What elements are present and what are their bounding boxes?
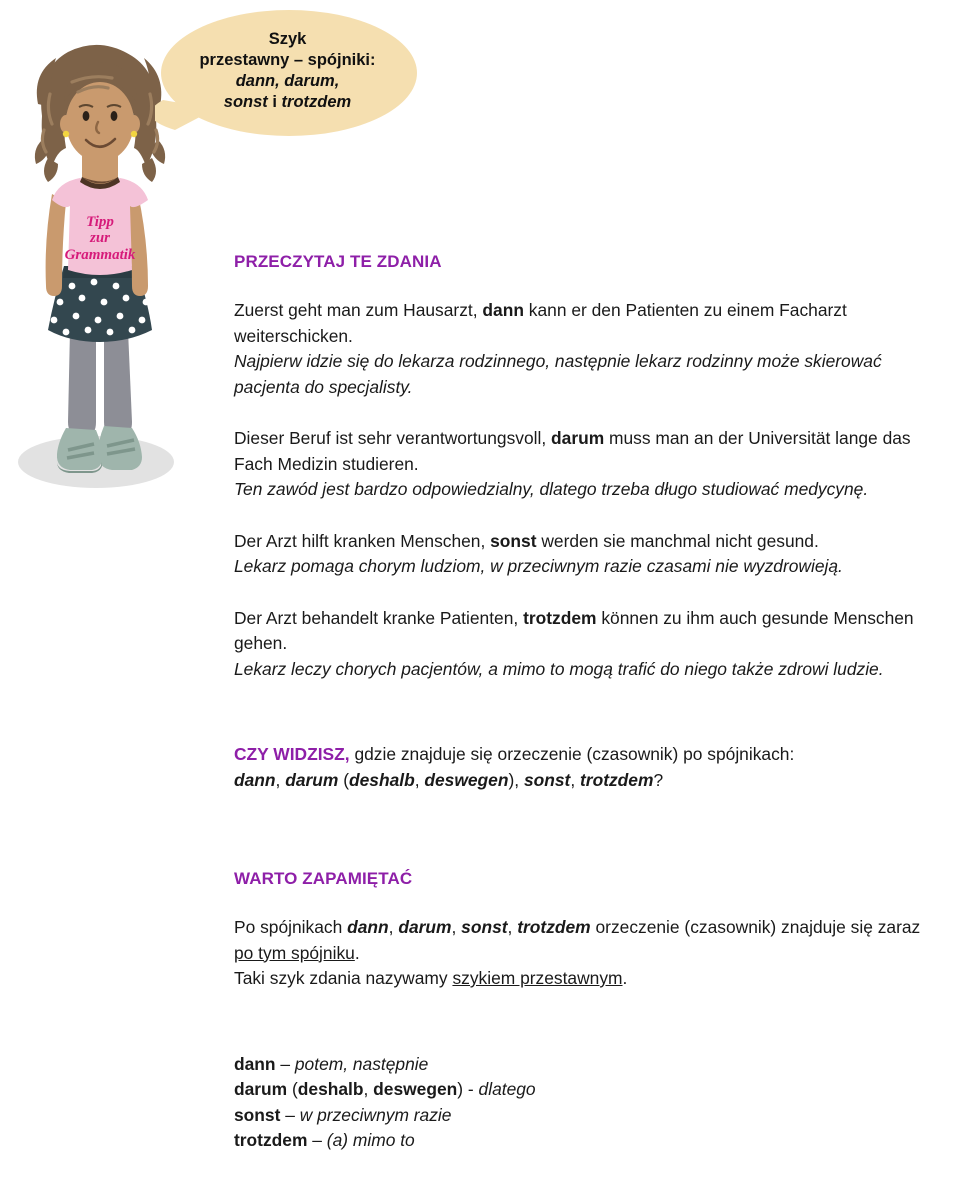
example-block-2 [234,426,940,503]
glossary-dash-3: – [280,1104,300,1125]
example-3-de-before: Der Arzt hilft kranken Menschen, [234,530,491,551]
rule-sep-2: , [451,917,462,937]
question-sep-3: , [570,769,581,790]
glossary [234,1052,940,1154]
bubble-conj-sonst: sonst [223,93,268,111]
example-block-1 [234,298,940,400]
rule-p1-end: . [354,942,360,963]
glossary-dash-4: – [307,1130,327,1150]
glossary-term-sonst: sonst [234,1104,281,1125]
example-4-de-after: können zu ihm auch gesunde Menschen gehen. [234,607,914,653]
example-block-4 [234,606,940,683]
example-2-polish: Ten zawód jest bardzo odpowiedzialny, dlatego trzeba długo studiować medycynę. [234,479,869,499]
bubble-line-3: dann, darum, [235,72,340,90]
question-conj-3: deshalb [349,769,415,790]
shirt-text-line2: zur [89,230,111,246]
example-4-german [234,608,914,654]
legs [68,330,132,436]
rule-underline-1: po tym spójniku [234,942,355,963]
earring-right [131,131,137,137]
rule-conj-3: sonst [461,917,508,937]
glossary-gloss-trotzdem: (a) mimo to [326,1130,415,1150]
question-lead: CZY WIDZISZ, [234,744,350,764]
question-mark: ? [653,769,664,790]
question-conj-5: sonst [523,769,571,790]
rule-sep-1: , [388,917,399,937]
glossary-row-3 [234,1103,940,1129]
example-2-de-before: Dieser Beruf ist sehr verantwortungsvoll, [234,428,552,448]
example-2-conjunction: darum [551,428,605,448]
glossary-paren-open: ( [287,1079,298,1099]
question-sep-1: , [275,769,286,790]
glossary-gloss-dann: potem, następnie [294,1053,429,1074]
speech-bubble [155,5,420,145]
bubble-line-1: Szyk [268,30,307,48]
glossary-sep: , [363,1079,374,1099]
example-3-german [234,531,819,551]
eye-right [111,111,118,121]
question-conj-1: dann [234,769,276,790]
rule-sep-3: , [507,917,518,937]
earring-left [63,131,69,137]
heading-warto-zapamietac: WARTO ZAPAMIĘTAĆ [234,869,413,888]
rule-p1-a: Po spójnikach [234,917,348,937]
bubble-conj-joiner: i [267,93,282,111]
glossary-term-darum: darum [234,1079,288,1099]
bubble-line-4 [155,92,420,113]
shoes [57,426,142,473]
rule-p1-b: orzeczenie (czasownik) znajduje się zaraz [590,917,921,937]
example-2-de-after: muss man an der Universität lange das Fach Medizin studieren. [234,428,911,474]
rule-p2-end: . [622,968,628,988]
example-1-polish: Najpierw idzie się do lekarza rodzinnego, następnie lekarz rodzinny może skierować pacjenta do specjalisty. [234,351,882,397]
glossary-term-deshalb: deshalb [297,1079,364,1099]
heading-przeczytaj: PRZECZYTAJ TE ZDANIA [234,252,442,271]
question-conj-4: deswegen [424,769,509,790]
rule-conj-2: darum [398,917,452,937]
spacer-before-question [234,708,940,742]
example-block-3 [234,529,940,580]
glossary-row-2 [234,1077,940,1103]
spacer-before-remember [234,819,940,869]
question-paren-close: ), [508,769,524,790]
spacer-before-glossary [234,1018,940,1052]
ear-right [128,115,140,133]
example-3-de-after: werden sie manchmal nicht gesund. [536,530,819,551]
glossary-paren-close: ) [457,1079,464,1099]
glossary-dash-1: – [275,1053,295,1074]
rule-underline-2: szykiem przestawnym [452,968,623,988]
glossary-gloss-darum: dlatego [478,1079,536,1099]
worksheet-content [234,252,940,1154]
shirt-text-line1: Tipp [86,214,114,230]
glossary-row-4 [234,1128,940,1154]
rule-block [234,915,940,992]
question-conj-2: darum [285,769,339,790]
example-4-conjunction: trotzdem [523,607,597,628]
example-4-de-before: Der Arzt behandelt kranke Patienten, [234,607,524,628]
example-4-polish: Lekarz leczy chorych pacjentów, a mimo to mogą trafić do niego także zdrowi ludzie. [234,658,884,679]
example-3-conjunction: sonst [490,530,537,551]
bubble-conj-trotzdem: trotzdem [281,93,352,111]
example-3-polish: Lekarz pomaga chorym ludziom, w przeciwnym razie czasami nie wyzdrowieją. [234,556,843,576]
question-sep-2: , [414,769,425,790]
example-1-de-after: kann er den Patienten zu einem Facharzt weiterschicken. [234,300,847,346]
rule-conj-1: dann [347,917,389,937]
example-1-de-before: Zuerst geht man zum Hausarzt, [234,300,483,320]
glossary-gloss-sonst: w przeciwnym razie [299,1104,452,1125]
speech-bubble-text [155,29,420,113]
example-2-german [234,428,911,474]
glossary-row-1 [234,1052,940,1078]
question-conj-6: trotzdem [580,769,654,790]
bubble-line-2: przestawny – spójniki: [199,51,376,69]
rule-p2-a: Taki szyk zdania nazywamy [234,968,453,988]
ear-left [60,115,72,133]
question-body: gdzie znajduje się orzeczenie (czasownik) po spójnikach: [349,744,795,764]
shirt-text-line3: Grammatik [64,247,136,263]
glossary-dash-2: - [463,1079,479,1099]
question-block [234,742,940,793]
example-1-german [234,300,847,346]
example-1-conjunction: dann [482,300,524,320]
rule-conj-4: trotzdem [517,917,591,937]
glossary-term-dann: dann [234,1053,276,1074]
question-paren-open: ( [338,769,349,790]
eye-left [83,111,90,121]
face [66,82,134,162]
glossary-term-trotzdem: trotzdem [234,1130,308,1150]
glossary-term-deswegen: deswegen [373,1079,458,1099]
